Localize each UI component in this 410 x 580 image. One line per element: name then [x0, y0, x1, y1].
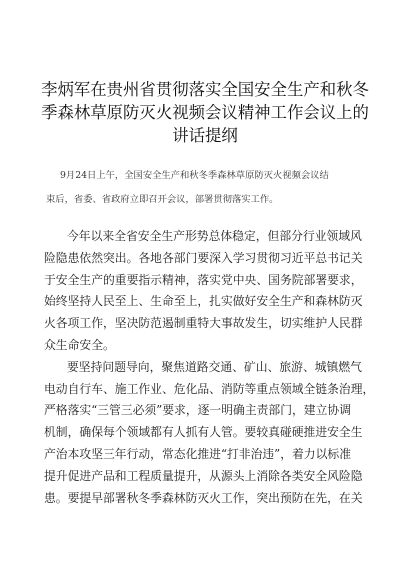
- body-line: 机制，确保每个领域都有人抓有人管。要较真碰硬推进安全生: [44, 425, 363, 440]
- body-line: 于安全生产的重要指示精神，落实党中央、国务院部署要求，: [44, 272, 363, 287]
- body-line: 今年以来全省安全生产形势总体稳定，但部分行业领域风: [67, 229, 362, 243]
- lead-line: 束后，省委、省政府立即召开会议，部署贯彻落实工作。: [46, 194, 279, 205]
- body-line: 严格落实“三管三必须”要求，逐一明确主责部门，建立协调: [44, 403, 351, 418]
- body-line: 患。要提早部署秋冬季森林防灭火工作，突出预防在先，在关: [44, 490, 363, 505]
- title-line: 季森林草原防灭火视频会议精神工作会议上的: [41, 103, 369, 122]
- body-line: 要坚持问题导向，聚焦道路交通、矿山、旅游、城镇燃气: [67, 359, 362, 374]
- lead-line: 9月24日上午，全国安全生产和秋冬季森林草原防灭火视频会议结: [60, 170, 329, 181]
- body-line: 众生命安全。: [44, 337, 115, 352]
- lead-paragraph: [46, 164, 368, 212]
- title-line: 讲话提纲: [172, 126, 238, 145]
- body-line: 始终坚持人民至上、生命至上，扎实做好安全生产和森林防灭: [44, 294, 363, 309]
- title-line: 李炳军在贵州省贯彻落实全国安全生产和秋冬: [41, 80, 369, 99]
- document-title: [40, 78, 370, 147]
- body-text: [44, 226, 374, 509]
- body-line: 电动自行车、施工作业、危化品、消防等重点领域全链条治理，: [44, 381, 375, 396]
- body-line: 提升促进产品和工程质量提升，从源头上消除各类安全风险隐: [44, 468, 363, 483]
- body-line: 险隐患依然突出。各地各部门要深入学习贯彻习近平总书记关: [44, 250, 363, 265]
- body-line: 火各项工作，坚决防范遏制重特大事故发生，切实维护人民群: [44, 316, 363, 331]
- body-line: 产治本攻坚三年行动，常态化推进“打非治违”，着力以标准: [44, 446, 351, 461]
